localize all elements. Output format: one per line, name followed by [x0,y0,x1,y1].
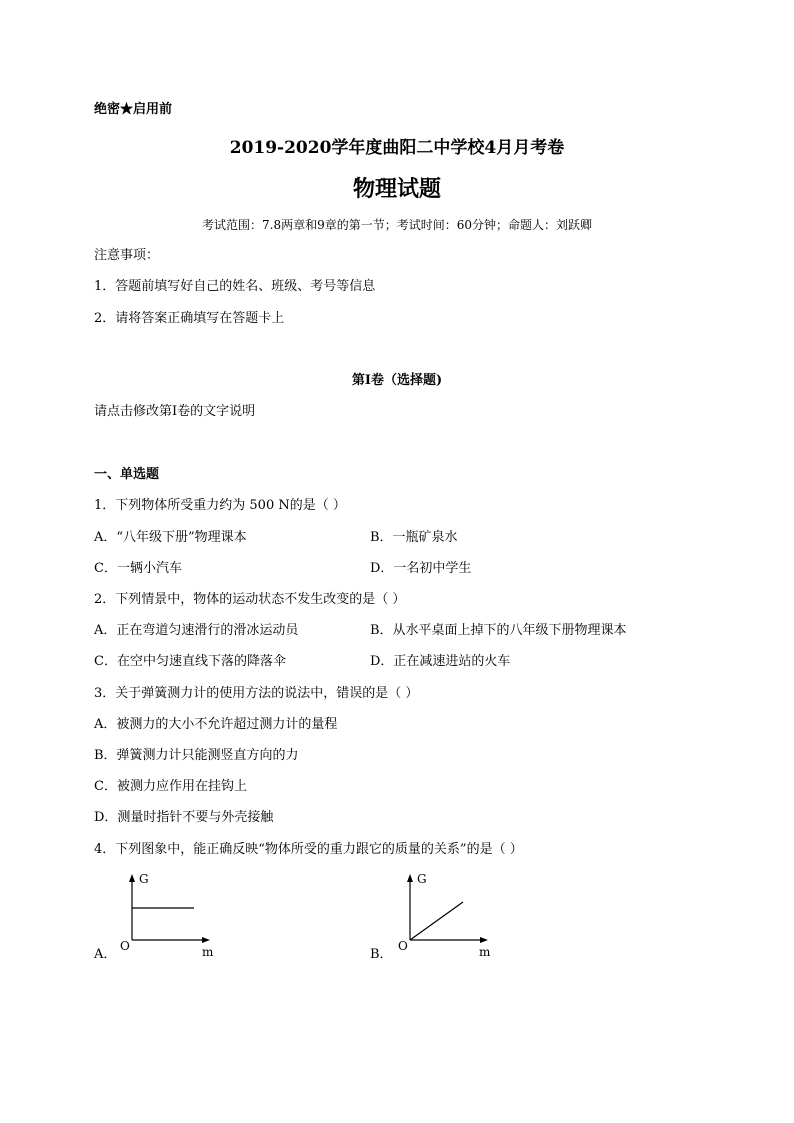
question-3-option-b: B．弹簧测力计只能测竖直方向的力 [94,748,299,763]
graph-b-curve [410,902,463,940]
origin-label: O [398,939,408,953]
y-axis-label: G [417,872,427,886]
question-1-stem: 1．下列物体所受重力约为 500 N的是（ ） [94,498,346,513]
question-2-option-d: D．正在减速进站的火车 [370,654,511,669]
question-2-option-a: A．正在弯道匀速滑行的滑冰运动员 [94,623,299,638]
x-axis-label: m [479,945,491,959]
question-2-stem: 2．下列情景中，物体的运动状态不发生改变的是（ ） [94,592,406,607]
question-4-stem: 4．下列图象中，能正确反映“物体所受的重力跟它的质量的关系”的是（ ） [94,842,523,857]
question-1-option-d: D．一名初中学生 [370,561,472,576]
origin-label: O [120,939,130,953]
question-2-option-c: C．在空中匀速直线下落的降落伞 [94,654,286,669]
question-3-stem: 3．关于弹簧测力计的使用方法的说法中，错误的是（ ） [94,686,419,701]
section-heading: 一、单选题 [94,467,160,482]
graph-a-horizontal-line [112,868,222,960]
question-1-option-a: A．“八年级下册”物理课本 [94,530,247,545]
x-axis-arrow-icon [202,937,210,943]
note-item: 1．答题前填写好自己的姓名、班级、考号等信息 [94,279,376,294]
question-3-option-c: C．被测力应作用在挂钩上 [94,779,247,794]
question-3-option-a: A．被测力的大小不允许超过测力计的量程 [94,717,338,732]
x-axis-label: m [202,945,214,959]
question-1-option-c: C．一辆小汽车 [94,561,182,576]
exam-info: 考试范围：7.8两章和9章的第一节；考试时间：60分钟；命题人：刘跃卿 [202,218,592,232]
y-axis-arrow-icon [129,874,135,882]
part1-title: 第I卷（选择题) [351,373,443,388]
question-4-option-a-label: A． [94,947,117,962]
notes-heading: 注意事项： [94,248,160,263]
question-3-option-d: D．测量时指针不要与外壳接触 [94,810,274,825]
secret-label: 绝密★启用前 [94,102,173,117]
x-axis-arrow-icon [480,937,488,943]
graph-b-proportional-line [390,868,500,960]
question-4-option-b-label: B． [370,947,393,962]
y-axis-label: G [139,872,149,886]
subject-title: 物理试题 [352,176,441,202]
question-2-option-b: B．从水平桌面上掉下的八年级下册物理课本 [370,623,627,638]
note-item: 2．请将答案正确填写在答题卡上 [94,311,285,326]
question-1-option-b: B．一瓶矿泉水 [370,530,458,545]
part1-description[interactable]: 请点击修改第I卷的文字说明 [94,404,256,419]
exam-title: 2019-2020学年度曲阳二中学校4月月考卷 [229,138,565,158]
y-axis-arrow-icon [407,874,413,882]
